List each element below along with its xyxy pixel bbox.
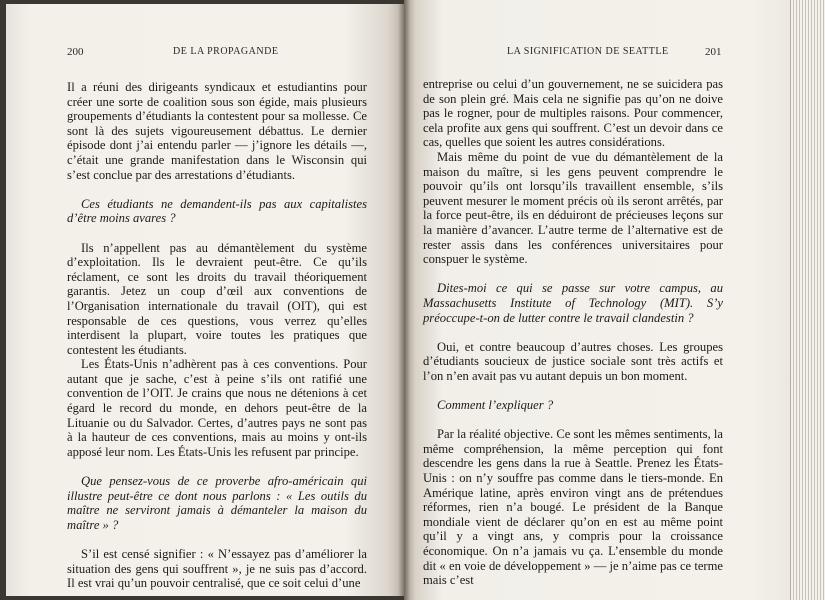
page-edges (790, 0, 825, 600)
right-text-column (423, 77, 723, 588)
left-page-number: 200 (67, 46, 84, 58)
paragraph: Ils n’appellent pas au démantèlement du système d’exploitation. Ils le devraient peut-être. Ce qu’ils réclament, ce sont les droits du travail théoriquement garantis. Jetez un coup d’œil aux conventions de l’Organisation internationale du travail (OIT), qui est responsable de ces questions, vous verrez qu’elles interdisent la plupart, voire toutes les pratiques que contestent les étudiants. (67, 240, 367, 357)
right-page-number: 201 (705, 46, 722, 58)
paragraph: Il a réuni des dirigeants syndicaux et estudiantins pour créer une sorte de coalition sous son égide, mais plusieurs groupements d’étudiants la contestent pour sa mollesse. Ce sont là des sujets vigoureusement débattus. Le dernier épisode dont j’ai entendu parler — j’ignore les détails —, c’était une grande manifestation dans le Wisconsin qui s’est conclue par des arrestations d’étudiants. (67, 80, 367, 182)
right-running-head: LA SIGNIFICATION DE SEATTLE (507, 46, 669, 57)
paragraph: Les États-Unis n’adhèrent pas à ces conventions. Pour autant que je sache, c’est à peine s’ils ont ratifié une convention de l’OIT. Je crains que nous ne détenions à cet égard le record du monde, en dehors peut-être de la Lituanie ou du Salvador. Certes, d’autres pays ne sont pas à la hauteur de ces conventions, mais au moins y ont-ils apposé leur nom. Les États-Unis les refusent par principe. (67, 357, 367, 459)
left-text-column (67, 80, 367, 591)
interview-question: Que pensez-vous de ce proverbe afro-américain qui illustre peut-être ce dont nous parlons : « Les outils du maître ne serviront jamais à démanteler la maison du maître » ? (67, 474, 367, 532)
paragraph: Mais même du point de vue du démantèlement de la maison du maître, si les gens peuvent comprendre le pouvoir qu’ils ont lorsqu’ils travaillent ensemble, s’ils peuvent mesurer le moment précis où ils seront arrêtés, par la force peut-être, ils en déduiront de précieuses leçons sur la manière d’avancer. L’autre terme de l’alternative est de rester assis dans les conférences universitaires pour conspuer le système. (423, 149, 723, 267)
interview-question: Ces étudiants ne demandent-ils pas aux capitalistes d’être moins avares ? (67, 196, 367, 226)
paragraph: S’il est censé signifier : « N’essayez pas d’améliorer la situation des gens qui souffrent », je ne suis pas d’accord. Il est vrai qu’un pouvoir centralisé, que ce soit celui d’une (67, 547, 367, 591)
interview-question: Dites-moi ce qui se passe sur votre campus, au Massachusetts Institute of Technology (MIT). S’y préoccupe-t-on de lutter contre le travail clandestin ? (423, 281, 723, 325)
interview-question: Comment l’expliquer ? (437, 398, 554, 413)
paragraph: Oui, et contre beaucoup d’autres choses. Les groupes d’étudiants soucieux de justice sociale sont très actifs et l’on n’en avait pas vu autant depuis un bon moment. (423, 339, 723, 383)
paragraph: Par la réalité objective. Ce sont les mêmes sentiments, la même compréhension, la même perception qui font descendre les gens dans la rue à Seattle. Prenez les États-Unis : on n’y souffre pas comme dans le tiers-monde. En Amérique latine, après environ vingt ans de prétendues réformes, rien n’a bougé. Le président de la Banque mondiale vient de déclarer qu’on en est au même point qu’il y a vingt ans, y compris pour la croissance économique. On n’a jamais vu ça. L’ensemble du monde dit « en voie de développement » — je n’aime pas ce terme mais c’est (423, 427, 723, 588)
book-spine (398, 0, 410, 600)
left-running-head: DE LA PROPAGANDE (173, 46, 279, 57)
paragraph: entreprise ou celui d’un gouvernement, ne se suicidera pas de son plein gré. Mais cela ne signifie pas qu’on ne doive pas le rogner, pour de multiples raisons. Pour commencer, cela profite aux gens qui souffrent. C’est un devoir dans ce cas, quelles que soient les autres considérations. (423, 77, 723, 150)
